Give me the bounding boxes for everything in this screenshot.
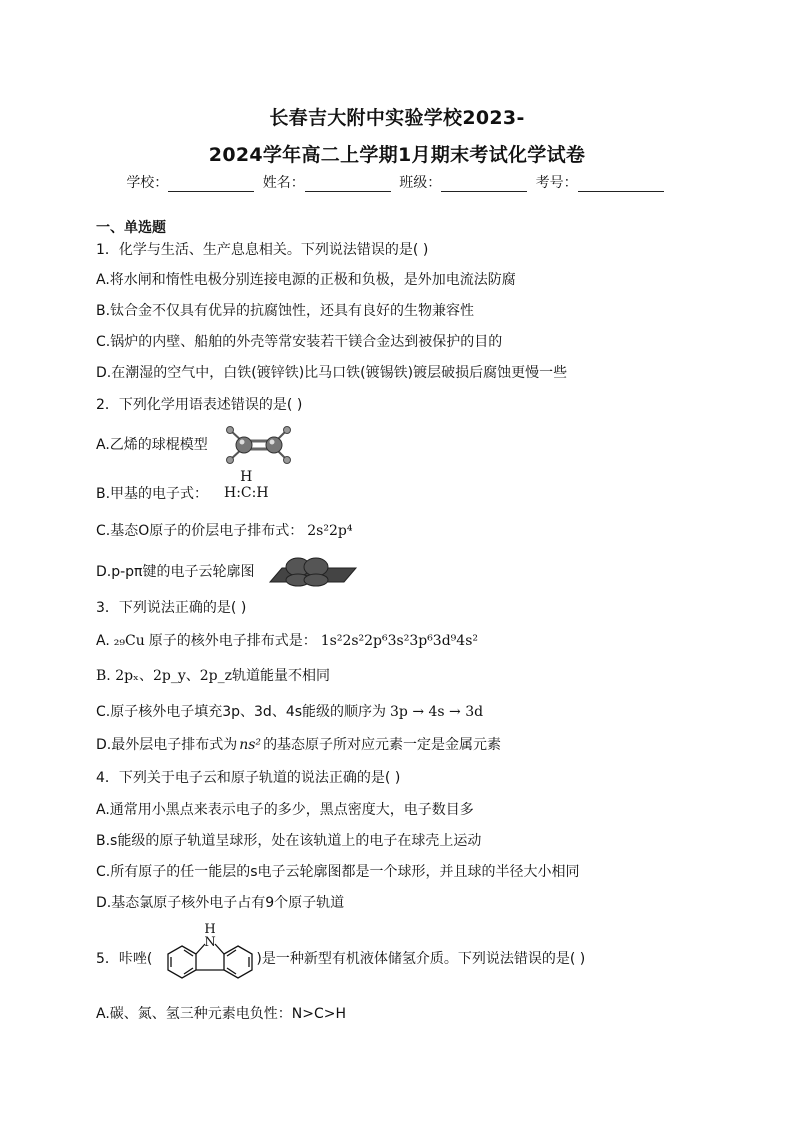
q2-option-a-text: A.乙烯的球棍模型 (96, 437, 208, 453)
ns2-formula: ns² (239, 737, 262, 753)
carbazole-n-label: N (204, 935, 216, 950)
name-blank[interactable] (305, 177, 391, 192)
q3-option-d-text1: D.最外层电子排布式为 (96, 737, 238, 753)
q2-stem: 2．下列化学用语表述错误的是( ) (96, 397, 303, 413)
q2-option-b-text: B.甲基的电子式： (96, 486, 209, 502)
ethylene-ball-stick-icon (224, 426, 294, 464)
q3-option-a-mid: 原子的核外电子排布式是： (148, 633, 317, 649)
q3-option-d (96, 736, 501, 754)
methyl-middle-row: H:C:H (224, 485, 269, 501)
school-blank[interactable] (168, 177, 254, 192)
name-label: 姓名： (262, 175, 305, 191)
q3-stem: 3．下列说法正确的是( ) (96, 600, 247, 616)
class-blank[interactable] (441, 177, 527, 192)
carbazole-structure-icon (158, 922, 262, 986)
q3-option-b (96, 667, 330, 685)
exam-title-line1: 长春吉大附中实验学校2023- (269, 107, 525, 129)
q1-option-c: C.锅炉的内壁、船舶的外壳等常安装若干镁合金达到被保护的目的 (96, 334, 503, 350)
q5-option-a: A.碳、氮、氢三种元素电负性：N>C>H (96, 1006, 347, 1022)
q2-option-c (96, 522, 352, 540)
methyl-top-h: H (240, 469, 253, 485)
class-label: 班级： (399, 175, 442, 191)
carbazole-h-label: H (204, 922, 216, 937)
q5-stem-prefix: 5．咔唑( (96, 951, 153, 967)
q4-option-b: B.s能级的原子轨道呈球形，处在该轨道上的电子在球壳上运动 (96, 833, 482, 849)
exam-title-line2: 2024学年高二上学期1月期末考试化学试卷 (208, 144, 586, 166)
q2-option-a (96, 436, 208, 454)
methyl-electron-formula (224, 469, 269, 501)
q3-option-b-text: 轨道能量不相同 (232, 668, 331, 684)
p-p-pi-bond-cloud-icon (270, 556, 356, 586)
copper-electron-config: 1s²2s²2p⁶3s²3p⁶3d⁹4s² (320, 633, 478, 649)
q1-stem: 1．化学与生活、生产息息相关。下列说法错误的是( ) (96, 242, 429, 258)
q5-stem-suffix: )是一种新型有机液体储氢介质。下列说法错误的是( ) (256, 951, 586, 967)
oxygen-valence-config: 2s²2p⁴ (307, 523, 353, 539)
q3-option-a (96, 632, 478, 650)
q3-option-d-text2: 的基态原子所对应元素一定是金属元素 (263, 737, 502, 753)
q4-option-c: C.所有原子的任一能层的s电子云轮廓图都是一个球形，并且球的半径大小相同 (96, 864, 580, 880)
q4-stem: 4．下列关于电子云和原子轨道的说法正确的是( ) (96, 770, 401, 786)
q2-option-d-text: D.p-pπ键的电子云轮廓图 (96, 564, 255, 580)
q4-option-a: A.通常用小黑点来表示电子的多少，黑点密度大，电子数目多 (96, 802, 474, 818)
q1-option-d: D.在潮湿的空气中，白铁(镀锌铁)比马口铁(镀锡铁)镀层破损后腐蚀更慢一些 (96, 365, 568, 381)
exam-number-label: 考号： (535, 175, 578, 191)
p-orbitals-formula: B. 2pₓ、2p_y、2p_z (96, 668, 233, 684)
copper-symbol: ₂₉Cu (113, 633, 145, 649)
q2-option-d (96, 563, 254, 581)
section-heading: 一、单选题 (96, 220, 166, 236)
q1-option-a: A.将水闸和惰性电极分别连接电源的正极和负极，是外加电流法防腐 (96, 272, 516, 288)
q3-option-c (96, 703, 483, 721)
q3-option-c-text: C.原子核外电子填充3p、3d、4s能级的顺序为 (96, 704, 387, 720)
filling-order-formula: 3p → 4s → 3d (390, 704, 484, 720)
school-label: 学校： (126, 175, 169, 191)
q2-option-c-text: C.基态O原子的价层电子排布式： (96, 523, 304, 539)
q3-option-a-prefix: A. (96, 633, 110, 649)
student-info-fields (0, 172, 794, 192)
q4-option-d: D.基态氯原子核外电子占有9个原子轨道 (96, 895, 345, 911)
exam-number-blank[interactable] (578, 177, 664, 192)
q2-option-b (96, 485, 208, 503)
q1-option-b: B.钛合金不仅具有优异的抗腐蚀性，还具有良好的生物兼容性 (96, 303, 475, 319)
